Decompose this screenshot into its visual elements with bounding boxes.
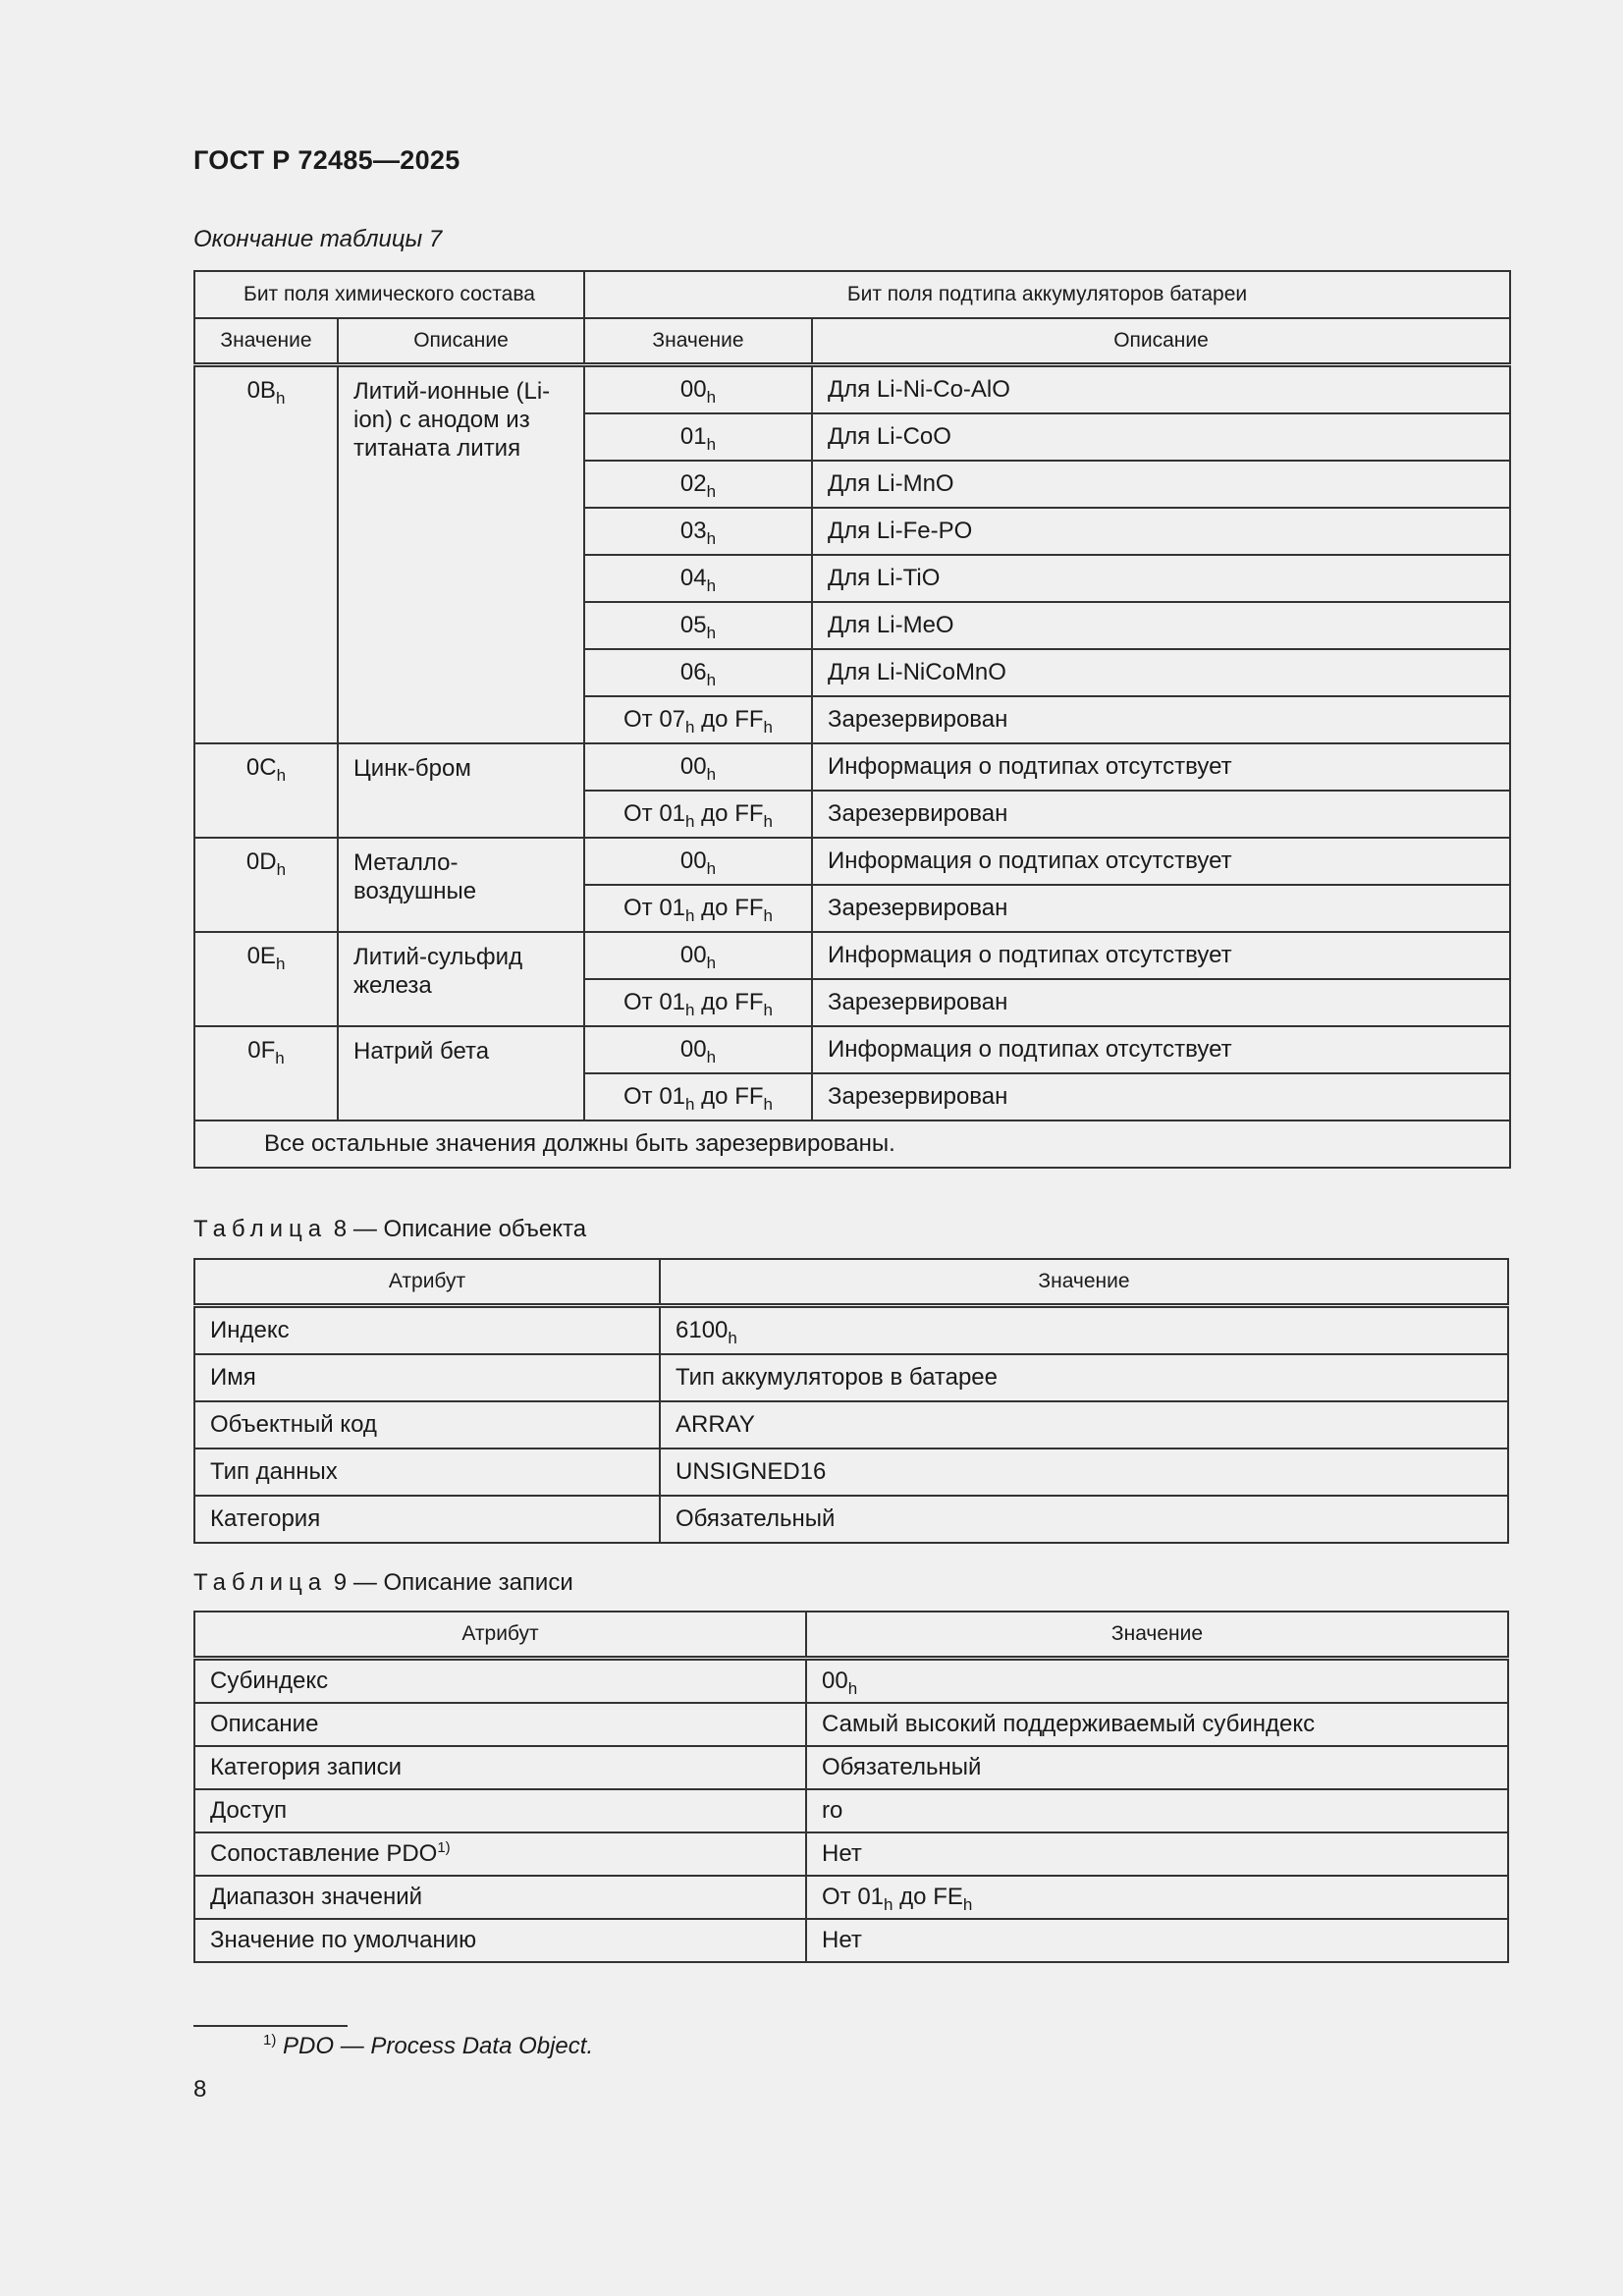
subtype-desc: Для Li-MnO [828, 470, 954, 497]
range-mid: до [694, 895, 735, 921]
attr-value: ARRAY [676, 1411, 755, 1438]
subtype-value-cell [584, 508, 812, 555]
t9-header-attr: Атрибут [194, 1612, 806, 1659]
table-row [194, 1026, 1510, 1073]
attr-value: Нет [822, 1840, 862, 1867]
subtype-desc-cell [812, 461, 1510, 508]
subtype-desc-cell [812, 696, 1510, 743]
subtype-value: 01 [679, 423, 707, 450]
chem-value-cell [194, 1026, 338, 1121]
subtype-value-suffix: h [706, 1048, 717, 1066]
attr-cell [194, 1401, 660, 1449]
attr-value: Нет [822, 1927, 862, 1953]
subtype-value: 00 [679, 753, 707, 780]
attr-cell [194, 1832, 806, 1876]
attr-name: Имя [210, 1364, 256, 1391]
subtype-value-suffix: h [706, 954, 717, 972]
attr-name: Индекс [210, 1317, 290, 1343]
subtype-value: 07 [659, 706, 686, 733]
attr-name: Тип данных [210, 1458, 338, 1485]
attr-value: Самый высокий поддерживаемый субиндекс [822, 1711, 1316, 1737]
chem-value-suffix: h [275, 1049, 285, 1067]
table8-caption-num: 8 [333, 1216, 348, 1242]
subtype-desc-cell [812, 365, 1510, 414]
subtype-value: 06 [679, 659, 707, 685]
table-footer-row [194, 1121, 1510, 1168]
attr-name: Категория [210, 1505, 321, 1532]
attr-cell [194, 1354, 660, 1401]
subtype-value: 01 [659, 800, 686, 827]
group-header-subtype: Бит поля подтипа аккумуляторов батареи [584, 271, 1510, 318]
subtype-desc: Зарезервирован [828, 895, 1008, 921]
attr-name: Сопоставление PDO [210, 1840, 438, 1867]
subtype-desc-cell [812, 508, 1510, 555]
subtype-value-cell [584, 979, 812, 1026]
subtype-desc-cell [812, 1026, 1510, 1073]
attr-value: Тип аккумуляторов в батарее [676, 1364, 998, 1391]
subtype-desc: Для Li-TiO [828, 565, 941, 591]
attr-name: Объектный код [210, 1411, 377, 1438]
subtype-value: 01 [659, 895, 686, 921]
value-cell [806, 1789, 1508, 1832]
group-header-chem: Бит поля химического состава [194, 271, 584, 318]
value-cell [806, 1919, 1508, 1962]
subtype-desc: Зарезервирован [828, 1083, 1008, 1110]
subtype-value-suffix: h [685, 1095, 695, 1114]
value-cell [806, 1659, 1508, 1704]
subtype-desc-cell [812, 413, 1510, 461]
subtype-value-end: FF [734, 1083, 764, 1110]
t8-header-attr: Атрибут [194, 1259, 660, 1306]
table9-caption [193, 1569, 573, 1597]
subtype-desc: Для Li-Fe-PO [828, 518, 973, 544]
value-cell [660, 1306, 1508, 1355]
table9-caption-rest: — Описание записи [352, 1569, 573, 1596]
chem-value: 0E [246, 943, 276, 969]
attr-value: 6100 [676, 1317, 729, 1343]
subtype-value-suffix: h [706, 435, 717, 454]
subtype-value: 00 [679, 847, 707, 874]
subtype-value: 00 [679, 1036, 707, 1063]
value-cell [660, 1496, 1508, 1543]
chem-desc: Литий-ионные (Li-ion) с анодом из титаната лития [353, 378, 551, 462]
subtype-value-cell [584, 696, 812, 743]
range-mid: до [694, 800, 735, 827]
document-header: ГОСТ Р 72485—2025 [193, 145, 460, 175]
footnote-ref: 1) [437, 1839, 451, 1856]
chem-desc: Натрий бета [353, 1038, 490, 1065]
value-cell [806, 1703, 1508, 1746]
range-mid: до [694, 1083, 735, 1110]
table-row [194, 838, 1510, 885]
footnote-divider [193, 2025, 348, 2027]
subtype-value-end-suffix: h [763, 1095, 773, 1114]
attr-value: От 01 [822, 1884, 885, 1910]
subtype-value-cell [584, 555, 812, 602]
table-row [194, 1401, 1508, 1449]
subtype-value-cell [584, 365, 812, 414]
table-row [194, 1354, 1508, 1401]
table-row [194, 1746, 1508, 1789]
range-mid: до [893, 1884, 934, 1910]
subtype-value: 01 [659, 1083, 686, 1110]
subtype-value-suffix: h [706, 388, 717, 407]
subtype-desc-cell [812, 743, 1510, 791]
chem-desc: Металло-воздушные [353, 849, 477, 904]
subtype-value-suffix: h [706, 576, 717, 595]
subtype-value: 00 [679, 376, 707, 403]
value-cell [660, 1401, 1508, 1449]
subtype-desc-cell [812, 885, 1510, 932]
chem-value-suffix: h [276, 860, 287, 879]
subtype-value-suffix: h [685, 718, 695, 737]
attr-cell [194, 1306, 660, 1355]
subtype-value: 03 [679, 518, 707, 544]
subtype-desc: Для Li-NiCoMnO [828, 659, 1006, 685]
subtype-value-suffix: h [706, 859, 717, 878]
attr-value: 00 [822, 1667, 848, 1694]
value-cell [806, 1832, 1508, 1876]
subtype-value: 01 [659, 989, 686, 1015]
subtype-desc: Для Li-MeO [828, 612, 954, 638]
table-row [194, 1789, 1508, 1832]
attr-value-suffix: h [847, 1679, 858, 1698]
subtype-desc: Информация о подтипах отсутствует [828, 753, 1232, 780]
subtype-value: 02 [679, 470, 707, 497]
attr-cell [194, 1703, 806, 1746]
page-number: 8 [193, 2076, 207, 2103]
range-prefix: От [623, 800, 660, 827]
subtype-value: 00 [679, 942, 707, 968]
subtype-value: 05 [679, 612, 707, 638]
subtype-value-cell [584, 838, 812, 885]
attr-name: Субиндекс [210, 1667, 329, 1694]
chem-desc-cell [338, 1026, 584, 1121]
attr-value-suffix: h [884, 1895, 893, 1914]
subtype-desc: Информация о подтипах отсутствует [828, 847, 1232, 874]
table-7 [193, 270, 1511, 1169]
range-prefix: От [623, 989, 660, 1015]
table-row [194, 1306, 1508, 1355]
subtype-value-cell [584, 649, 812, 696]
table-row [194, 365, 1510, 414]
attr-value: Обязательный [676, 1505, 836, 1532]
range-mid: до [694, 989, 735, 1015]
subtype-desc-cell [812, 649, 1510, 696]
table9-caption-word: Таблица [193, 1569, 328, 1596]
table-7-body [194, 365, 1510, 1169]
attr-value: UNSIGNED16 [676, 1458, 827, 1485]
subtype-desc: Зарезервирован [828, 989, 1008, 1015]
subtype-desc-cell [812, 979, 1510, 1026]
table-row [194, 1876, 1508, 1919]
range-mid: до [694, 706, 735, 733]
subtype-desc-cell [812, 1073, 1510, 1121]
subtype-desc-cell [812, 791, 1510, 838]
attr-name: Описание [210, 1711, 319, 1737]
chem-value-cell [194, 932, 338, 1026]
footnote-mark: 1) [263, 2032, 277, 2049]
table-8-body [194, 1306, 1508, 1544]
attr-name: Значение по умолчанию [210, 1927, 477, 1953]
subtype-value-cell [584, 602, 812, 649]
subtype-value-cell [584, 743, 812, 791]
footnote-text: PDO — Process Data Object. [276, 2033, 594, 2059]
range-prefix: От [623, 1083, 660, 1110]
subtype-value-end-suffix: h [763, 718, 773, 737]
subtype-desc-cell [812, 932, 1510, 979]
subtype-desc: Зарезервирован [828, 706, 1008, 733]
chem-value-suffix: h [276, 766, 287, 785]
subtype-value-cell [584, 932, 812, 979]
table-row [194, 1919, 1508, 1962]
table-9-body [194, 1659, 1508, 1963]
subtype-value-end: FF [734, 706, 764, 733]
subtype-value-end-suffix: h [763, 906, 773, 925]
subtype-desc: Для Li-Ni-Co-AlO [828, 376, 1010, 403]
chem-desc-cell [338, 743, 584, 838]
table9-caption-num: 9 [333, 1569, 348, 1596]
subtype-value-end: FF [734, 800, 764, 827]
subtype-value-cell [584, 1073, 812, 1121]
table-row [194, 1832, 1508, 1876]
chem-desc-cell [338, 838, 584, 932]
table8-caption-word: Таблица [193, 1216, 328, 1242]
attr-cell [194, 1449, 660, 1496]
subtype-value-cell [584, 461, 812, 508]
table-row [194, 1703, 1508, 1746]
subtype-desc-cell [812, 555, 1510, 602]
table-row [194, 932, 1510, 979]
table-footer-cell [194, 1121, 1510, 1168]
subtype-desc: Информация о подтипах отсутствует [828, 1036, 1232, 1063]
table-9 [193, 1611, 1509, 1963]
table7-continuation-caption: Окончание таблицы 7 [193, 226, 443, 252]
attr-cell [194, 1746, 806, 1789]
t8-header-value: Значение [660, 1259, 1508, 1306]
chem-value-cell [194, 365, 338, 744]
subtype-value-suffix: h [706, 765, 717, 784]
col-header-value: Значение [194, 318, 338, 365]
chem-value-suffix: h [275, 955, 286, 973]
subtype-value-suffix: h [706, 482, 717, 501]
subtype-desc: Для Li-CoO [828, 423, 951, 450]
table-row [194, 1659, 1508, 1704]
table-8 [193, 1258, 1509, 1544]
subtype-value-suffix: h [685, 812, 695, 831]
attr-cell [194, 1659, 806, 1704]
chem-desc-cell [338, 365, 584, 744]
chem-value: 0F [247, 1037, 276, 1064]
col-header-desc: Описание [338, 318, 584, 365]
footnote [263, 2033, 593, 2060]
attr-cell [194, 1496, 660, 1543]
attr-cell [194, 1789, 806, 1832]
attr-value: Обязательный [822, 1754, 982, 1780]
attr-name: Категория записи [210, 1754, 403, 1780]
subtype-value-cell [584, 1026, 812, 1073]
value-cell [806, 1876, 1508, 1919]
chem-value: 0C [245, 754, 277, 781]
chem-desc-cell [338, 932, 584, 1026]
subtype-value-end: FF [734, 895, 764, 921]
t9-header-value: Значение [806, 1612, 1508, 1659]
subtype-value-suffix: h [685, 1001, 695, 1019]
subtype-desc-cell [812, 602, 1510, 649]
subtype-value-cell [584, 885, 812, 932]
table8-caption [193, 1216, 586, 1243]
subtype-value-end: FF [734, 989, 764, 1015]
chem-value-cell [194, 838, 338, 932]
subtype-desc-cell [812, 838, 1510, 885]
subtype-desc: Информация о подтипах отсутствует [828, 942, 1232, 968]
table-row [194, 1496, 1508, 1543]
table8-caption-rest: — Описание объекта [352, 1216, 587, 1242]
subtype-value-suffix: h [706, 529, 717, 548]
attr-cell [194, 1919, 806, 1962]
subtype-value-suffix: h [706, 624, 717, 642]
value-cell [660, 1354, 1508, 1401]
attr-name: Диапазон значений [210, 1884, 423, 1910]
subtype-value: 04 [679, 565, 707, 591]
value-cell [660, 1449, 1508, 1496]
subtype-value-cell [584, 413, 812, 461]
subtype-value-suffix: h [685, 906, 695, 925]
chem-value: 0D [245, 848, 277, 875]
attr-cell [194, 1876, 806, 1919]
subtype-desc: Зарезервирован [828, 800, 1008, 827]
attr-value: ro [822, 1797, 843, 1824]
range-prefix: От [623, 895, 660, 921]
attr-name: Доступ [210, 1797, 288, 1824]
value-cell [806, 1746, 1508, 1789]
chem-value: 0B [246, 377, 276, 404]
subtype-value-end-suffix: h [763, 812, 773, 831]
subtype-value-end-suffix: h [763, 1001, 773, 1019]
table-row [194, 1449, 1508, 1496]
table-row [194, 743, 1510, 791]
chem-value-cell [194, 743, 338, 838]
subtype-value-cell [584, 791, 812, 838]
col-header-sub-desc: Описание [812, 318, 1510, 365]
range-prefix: От [623, 706, 660, 733]
table-footer-text: Все остальные значения должны быть зарезервированы. [264, 1130, 895, 1157]
attr-value-end: FE [933, 1884, 963, 1910]
col-header-sub-value: Значение [584, 318, 812, 365]
chem-desc: Цинк-бром [353, 755, 471, 782]
chem-value-suffix: h [275, 389, 286, 408]
attr-value-suffix: h [728, 1329, 737, 1347]
subtype-value-suffix: h [706, 671, 717, 689]
chem-desc: Литий-сульфид железа [353, 944, 523, 999]
attr-value-end-suffix: h [962, 1895, 973, 1914]
